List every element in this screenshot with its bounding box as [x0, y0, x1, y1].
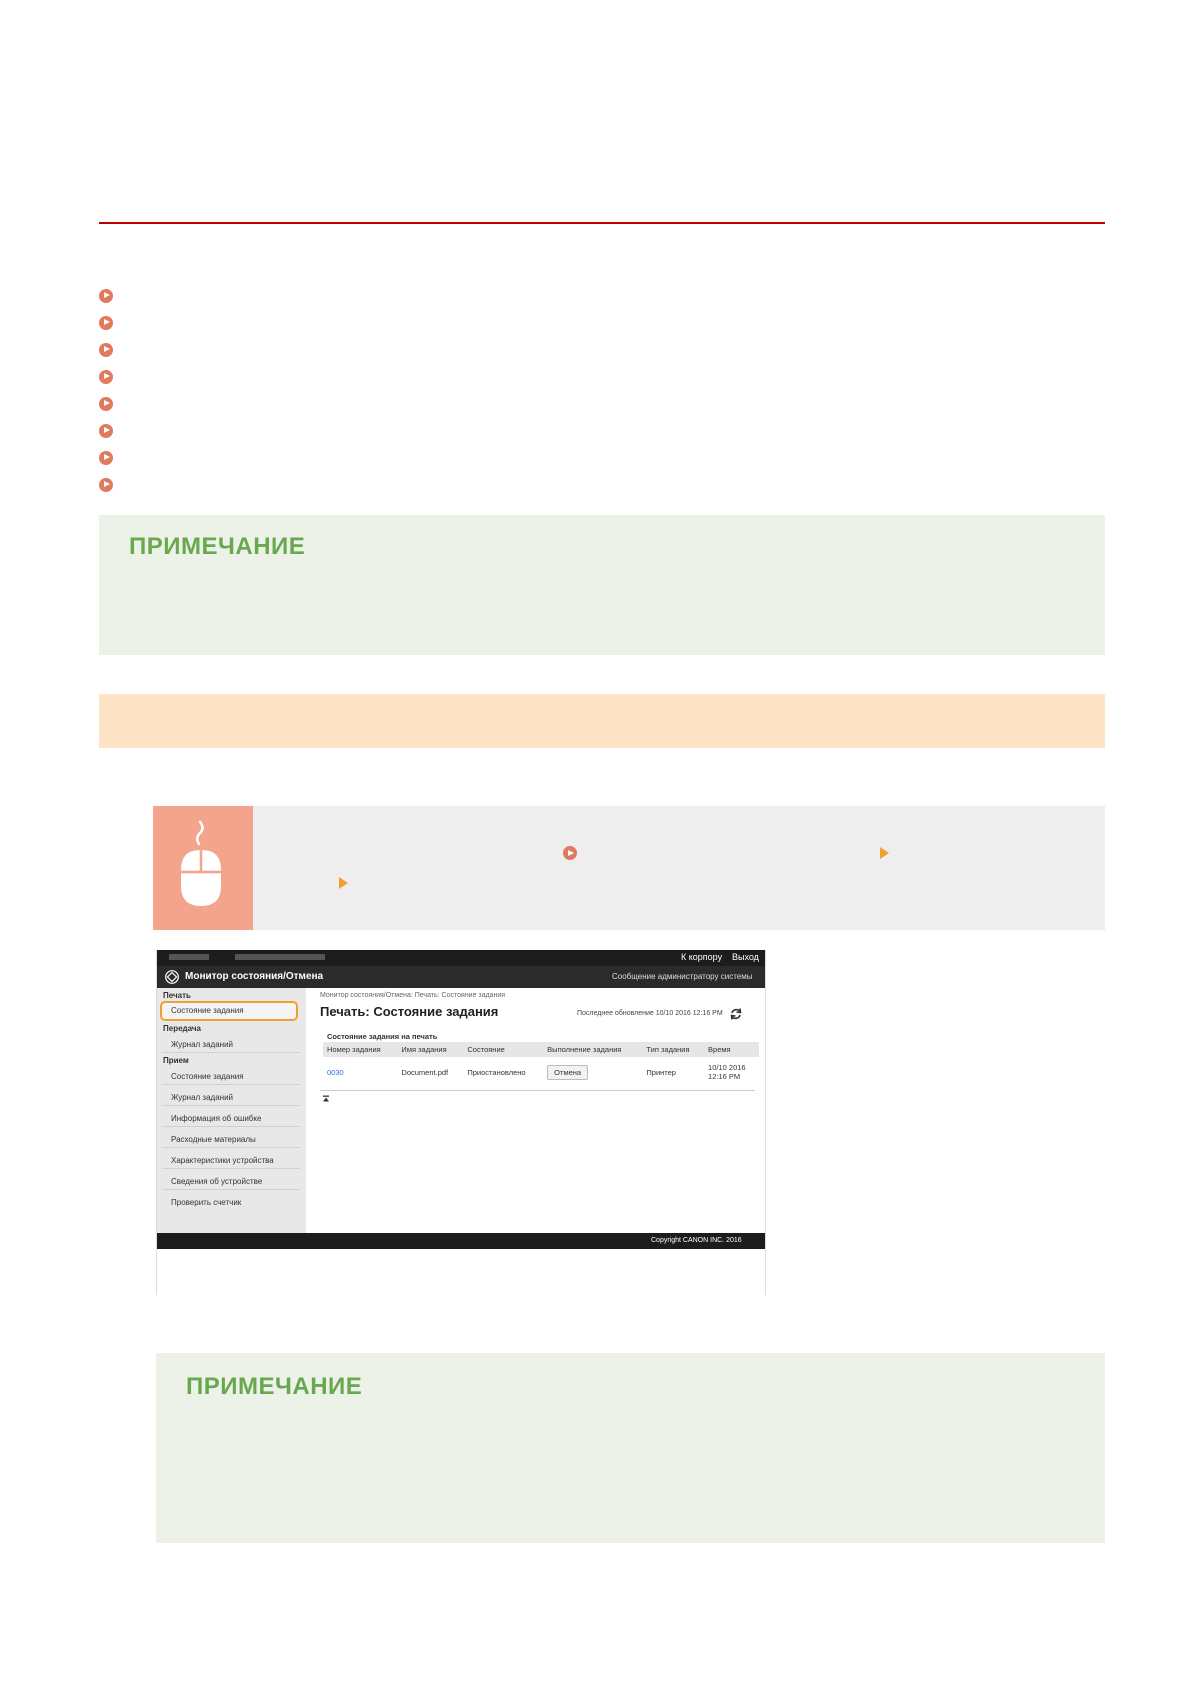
remote-ui-screenshot	[156, 950, 766, 1295]
device-name-blur	[169, 954, 209, 960]
sidebar-group-print: Печать	[163, 991, 191, 1000]
mouse-operation-panel	[153, 806, 253, 930]
page-top-icon[interactable]	[322, 1095, 330, 1103]
sidebar-item-check-counter[interactable]: Проверить счетчик	[171, 1198, 242, 1207]
note-box	[156, 1353, 1105, 1543]
note-box	[99, 515, 1105, 655]
link-arrow-icon	[99, 478, 113, 492]
top-link-logout[interactable]: Выход	[732, 952, 759, 962]
app-header	[157, 966, 765, 988]
section-header-bar	[99, 694, 1105, 748]
sidebar-item-label: Состояние задания	[171, 1006, 244, 1015]
page-title: Печать: Состояние задания	[320, 1004, 499, 1019]
table-row	[323, 1057, 759, 1087]
status-monitor-icon	[165, 970, 179, 984]
job-time-clock: 12:16 PM	[708, 1072, 741, 1081]
user-name-blur	[235, 954, 325, 960]
top-bar	[157, 950, 765, 966]
job-time-date: 10/10 2016	[708, 1063, 746, 1072]
link-arrow-icon	[99, 451, 113, 465]
copyright-text: Copyright CANON INC. 2016	[651, 1237, 742, 1244]
link-arrow-icon	[99, 289, 113, 303]
col-header-job-number: Номер задания	[323, 1042, 397, 1057]
sidebar-group-send: Передача	[163, 1024, 201, 1033]
mouse-icon	[153, 806, 253, 930]
toc-list	[99, 282, 113, 498]
sidebar-item-device-info[interactable]: Сведения об устройстве	[171, 1177, 263, 1186]
sidebar	[157, 988, 306, 1233]
sidebar-divider	[163, 1168, 300, 1169]
sidebar-item-send-job-log[interactable]: Журнал заданий	[171, 1040, 234, 1049]
top-link-portal[interactable]: К корпору	[681, 952, 723, 962]
link-arrow-icon[interactable]	[563, 846, 577, 860]
col-header-status: Состояние	[463, 1042, 543, 1057]
sidebar-divider	[163, 1084, 300, 1085]
sidebar-group-receive: Прием	[163, 1056, 189, 1065]
link-arrow-icon	[99, 343, 113, 357]
job-status-table	[323, 1042, 759, 1087]
sidebar-item-device-features[interactable]: Характеристики устройства	[171, 1156, 274, 1165]
toc-link[interactable]	[99, 444, 113, 471]
last-update-text: Последнее обновление 10/10 2016 12:16 PM	[577, 1010, 723, 1017]
sidebar-divider	[163, 1126, 300, 1127]
sidebar-item-print-job-status[interactable]	[160, 1001, 298, 1021]
toc-link[interactable]	[99, 336, 113, 363]
sidebar-item-error-info[interactable]: Информация об ошибке	[171, 1114, 262, 1123]
menu-step-arrow-icon	[339, 877, 348, 889]
toc-link[interactable]	[99, 417, 113, 444]
toc-link[interactable]	[99, 471, 113, 498]
footer	[157, 1233, 765, 1249]
toc-link[interactable]	[99, 309, 113, 336]
job-time	[704, 1057, 759, 1087]
sidebar-divider	[163, 1189, 300, 1190]
col-header-job-name: Имя задания	[397, 1042, 463, 1057]
col-header-time: Время	[704, 1042, 759, 1057]
job-action-cell	[543, 1057, 642, 1087]
title-divider	[99, 222, 1105, 224]
content-divider	[320, 1090, 755, 1091]
refresh-icon[interactable]	[729, 1007, 743, 1021]
col-header-job-type: Тип задания	[642, 1042, 704, 1057]
sidebar-divider	[163, 1105, 300, 1106]
link-arrow-icon	[99, 370, 113, 384]
link-arrow-icon	[99, 397, 113, 411]
job-state: Приостановлено	[467, 1067, 526, 1077]
job-name: Document.pdf	[401, 1067, 449, 1077]
app-title: Монитор состояния/Отмена	[185, 971, 324, 982]
sidebar-item-receive-job-log[interactable]: Журнал заданий	[171, 1093, 234, 1102]
breadcrumb: Монитор состояния/Отмена: Печать: Состояние задания	[320, 992, 506, 999]
toc-link[interactable]	[99, 282, 113, 309]
sidebar-item-receive-job-status[interactable]: Состояние задания	[171, 1072, 244, 1081]
job-type: Принтер	[646, 1067, 676, 1077]
sidebar-divider	[163, 1147, 300, 1148]
sidebar-item-consumables[interactable]: Расходные материалы	[171, 1135, 256, 1144]
note-title: ПРИМЕЧАНИЕ	[129, 533, 306, 560]
toc-link[interactable]	[99, 363, 113, 390]
admin-message-link[interactable]: Сообщение администратору системы	[612, 972, 753, 981]
col-header-job-action: Выполнение задания	[543, 1042, 642, 1057]
section-label: Состояние задания на печать	[327, 1032, 438, 1041]
toc-link[interactable]	[99, 390, 113, 417]
operation-step-box	[153, 806, 1105, 930]
menu-step-arrow-icon	[880, 847, 889, 859]
link-arrow-icon	[99, 316, 113, 330]
job-number-link[interactable]: 0030	[327, 1067, 344, 1077]
link-arrow-icon	[99, 424, 113, 438]
sidebar-divider	[163, 1052, 300, 1053]
cancel-button[interactable]: Отмена	[547, 1065, 588, 1080]
note-title: ПРИМЕЧАНИЕ	[186, 1373, 363, 1400]
